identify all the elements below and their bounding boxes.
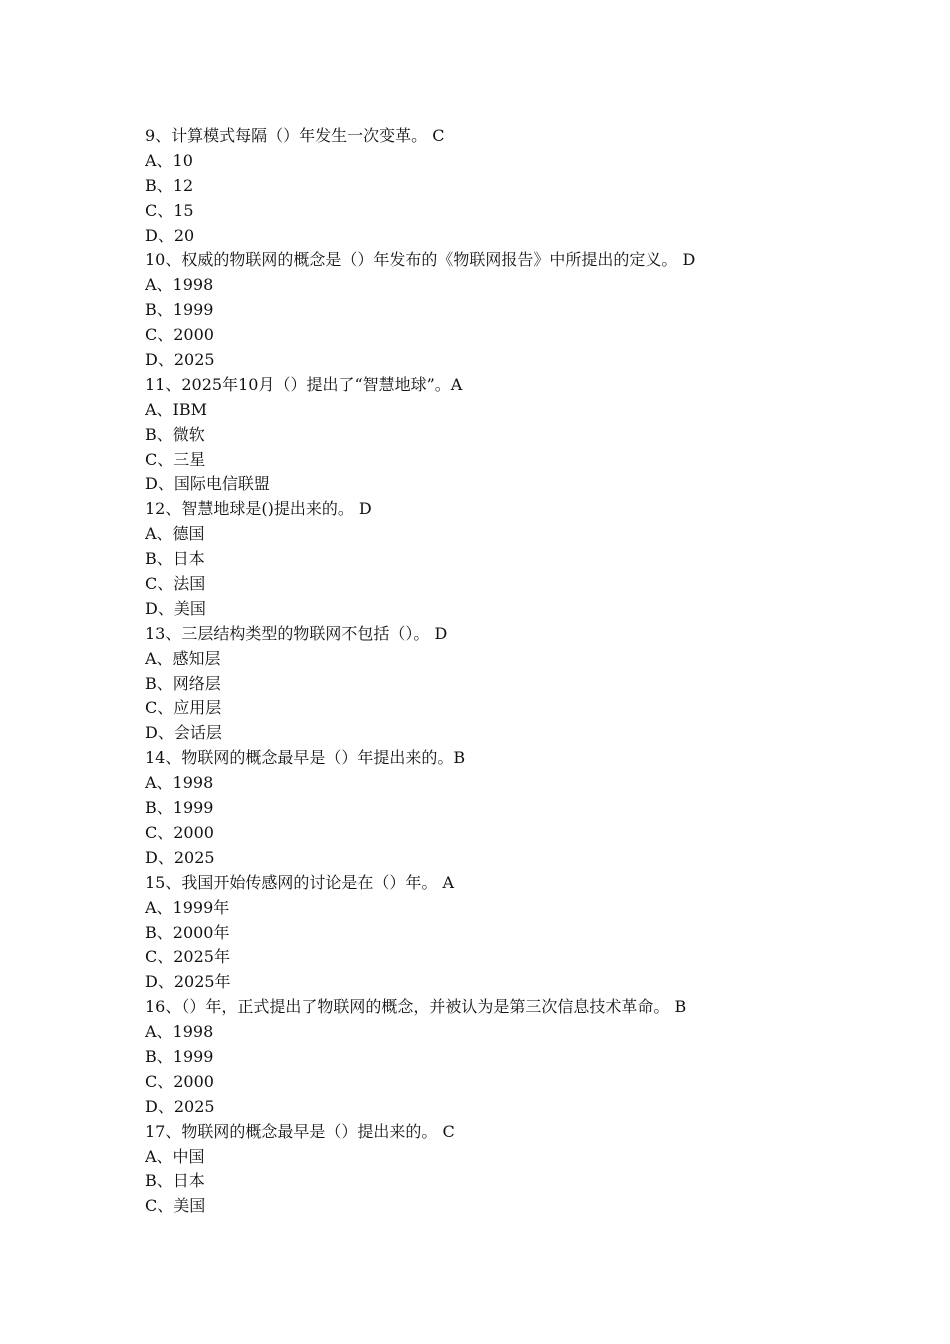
option-c: C、法国 xyxy=(145,574,206,594)
option-a: A、感知层 xyxy=(145,648,221,668)
question-text: 13、三层结构类型的物联网不包括（）。 D xyxy=(145,623,448,643)
question-14 xyxy=(145,746,845,870)
question-17 xyxy=(145,1120,845,1220)
option-b: B、网络层 xyxy=(145,673,221,693)
question-15 xyxy=(145,871,845,995)
option-b: B、1999 xyxy=(145,798,214,818)
option-c: C、2000 xyxy=(145,325,214,345)
question-9 xyxy=(145,124,845,248)
question-text: 16、（）年，正式提出了物联网的概念，并被认为是第三次信息技术革命。 B xyxy=(145,997,687,1017)
option-c: C、美国 xyxy=(145,1196,206,1216)
question-text: 17、物联网的概念最早是（）提出来的。 C xyxy=(145,1121,455,1141)
option-a: A、1998 xyxy=(145,1022,214,1042)
option-b: B、2000年 xyxy=(145,922,230,942)
option-c: C、2000 xyxy=(145,1071,214,1091)
document-page xyxy=(145,124,845,1219)
question-10 xyxy=(145,248,845,372)
option-b: B、1999 xyxy=(145,300,214,320)
question-text: 9、计算模式每隔（）年发生一次变革。 C xyxy=(145,126,445,145)
option-a: A、1998 xyxy=(145,275,214,295)
option-a: A、德国 xyxy=(145,524,205,544)
option-d: D、会话层 xyxy=(145,723,222,743)
option-a: A、10 xyxy=(145,150,193,170)
question-text: 12、智慧地球是()提出来的。 D xyxy=(145,499,372,519)
option-a: A、IBM xyxy=(145,399,208,419)
option-c: C、2000 xyxy=(145,822,214,842)
option-d: D、2025 xyxy=(145,847,215,867)
option-a: A、中国 xyxy=(145,1146,205,1166)
option-a: A、1999年 xyxy=(145,897,230,917)
option-d: D、20 xyxy=(145,225,195,245)
question-text: 14、物联网的概念最早是（）年提出来的。B xyxy=(145,748,466,768)
option-d: D、国际电信联盟 xyxy=(145,474,270,494)
option-d: D、2025 xyxy=(145,350,215,370)
option-c: C、15 xyxy=(145,200,194,220)
option-d: D、2025 xyxy=(145,1096,215,1116)
option-c: C、三星 xyxy=(145,449,206,469)
question-text: 11、2025年10月（）提出了“智慧地球”。A xyxy=(145,374,463,394)
option-b: B、微软 xyxy=(145,424,205,444)
question-13 xyxy=(145,622,845,746)
option-d: D、2025年 xyxy=(145,972,231,992)
question-text: 15、我国开始传感网的讨论是在（）年。 A xyxy=(145,872,455,892)
question-11 xyxy=(145,373,845,497)
option-c: C、2025年 xyxy=(145,947,230,967)
option-b: B、1999 xyxy=(145,1046,214,1066)
option-c: C、应用层 xyxy=(145,698,222,718)
question-16 xyxy=(145,995,845,1119)
option-b: B、日本 xyxy=(145,549,205,569)
option-b: B、12 xyxy=(145,175,194,195)
question-text: 10、权威的物联网的概念是（）年发布的《物联网报告》中所提出的定义。 D xyxy=(145,250,696,270)
option-b: B、日本 xyxy=(145,1171,205,1191)
option-d: D、美国 xyxy=(145,598,206,618)
option-a: A、1998 xyxy=(145,773,214,793)
question-12 xyxy=(145,497,845,621)
